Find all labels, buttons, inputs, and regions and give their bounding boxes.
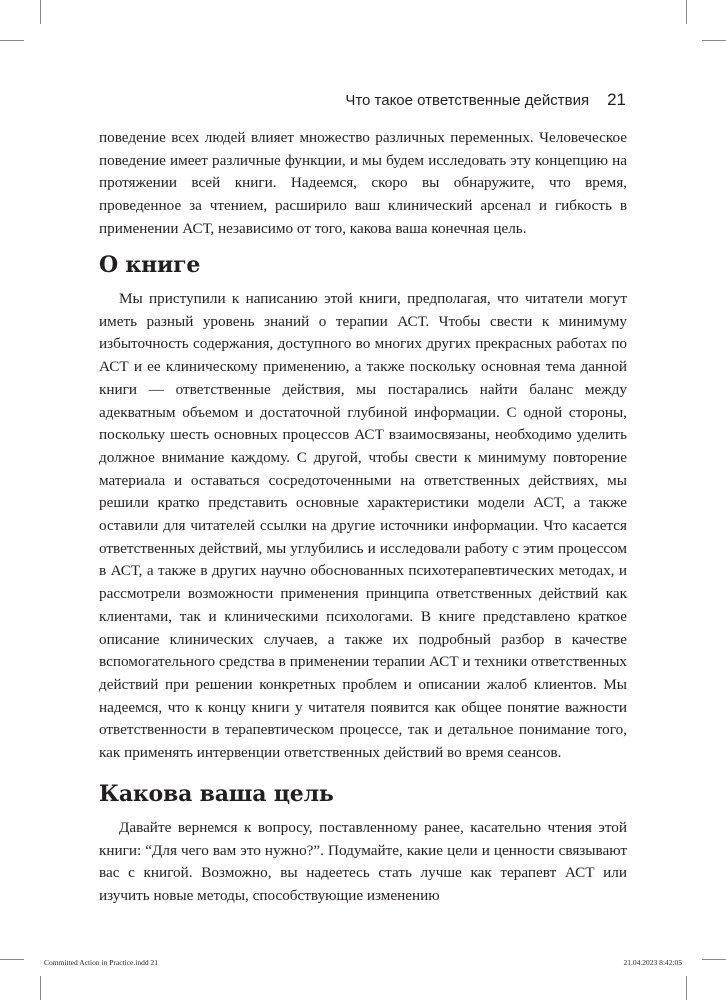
goal-text-block: [99, 817, 627, 908]
crop-mark: [40, 0, 41, 24]
goal-paragraph: Давайте вернемся к вопросу, поставленному ранее, касательно чтения этой книги: “Для чего вам это нужно?”. Подумайте, какие цели и ценности связывают вас с книгой. Возможно, вы надеетесь стать лучше как терапевт АСТ или изучить новые методы, способствующие изменению: [99, 819, 627, 905]
crop-mark: [686, 976, 687, 1000]
section-heading-about: О книге: [99, 252, 201, 278]
running-head-title: Что такое ответственные действия: [345, 92, 590, 109]
crop-mark: [702, 959, 726, 960]
crop-mark: [40, 976, 41, 1000]
slug-file-name: Committed Action in Practice.indd 21: [44, 958, 158, 967]
crop-mark: [0, 959, 24, 960]
crop-mark: [686, 0, 687, 24]
intro-text-block: [99, 127, 627, 241]
crop-mark: [702, 40, 726, 41]
about-text-block: [99, 288, 627, 765]
page-number: 21: [607, 90, 626, 109]
intro-paragraph: поведение всех людей влияет множество различных переменных. Человеческое поведение имеет различные функции, и мы будем исследовать эту концепцию на протяжении всей книги. Надеемся, скоро вы обнаружите, что время, проведенное за чтением, расширило ваш клинический арсенал и гибкость в применении АСТ, независимо от того, какова ваша конечная цель.: [99, 129, 627, 237]
running-head: [345, 90, 626, 110]
about-paragraph: Мы приступили к написанию этой книги, предполагая, что читатели могут иметь разный уровень знаний о терапии АСТ. Чтобы свести к минимуму избыточность содержания, доступного во многих других прекрасных работах по АСТ и ее клиническому применению, а также поскольку основная тема данной книги — ответственные действия, мы постарались найти баланс между адекватным объемом и достаточной глубиной информации. С одной стороны, поскольку шесть основных процессов АСТ взаимосвязаны, необходимо уделить должное внимание каждому. С другой, чтобы свести к минимуму повторение материала и оставаться сосредоточенными на ответственных действиях, мы решили кратко представить основные характеристики модели АСТ, а также оставили для читателей ссылки на другие источники информации. Что касается ответственных действий, мы углубились и исследовали работу с этим процессом в АСТ, а также в других научно обоснованных психотерапевтических методах, и рассмотрели возможности применения принципа ответственных действий как клиентами, так и клиническими психологами. В книге представлено краткое описание клинических случаев, а также их подробный разбор в качестве вспомогательного средства в применении терапии АСТ и техники ответственных действий при решении конкретных проблем и описании жалоб клиентов. Мы надеемся, что к концу книги у читателя появится как общее понятие важности ответственности в терапевтическом процессе, так и детальное понимание того, как применять интервенции ответственных действий во время сеансов.: [99, 290, 627, 762]
slug-timestamp: 21.04.2023 8:42:05: [623, 958, 682, 967]
crop-mark: [0, 40, 24, 41]
section-heading-goal: Какова ваша цель: [99, 781, 334, 807]
